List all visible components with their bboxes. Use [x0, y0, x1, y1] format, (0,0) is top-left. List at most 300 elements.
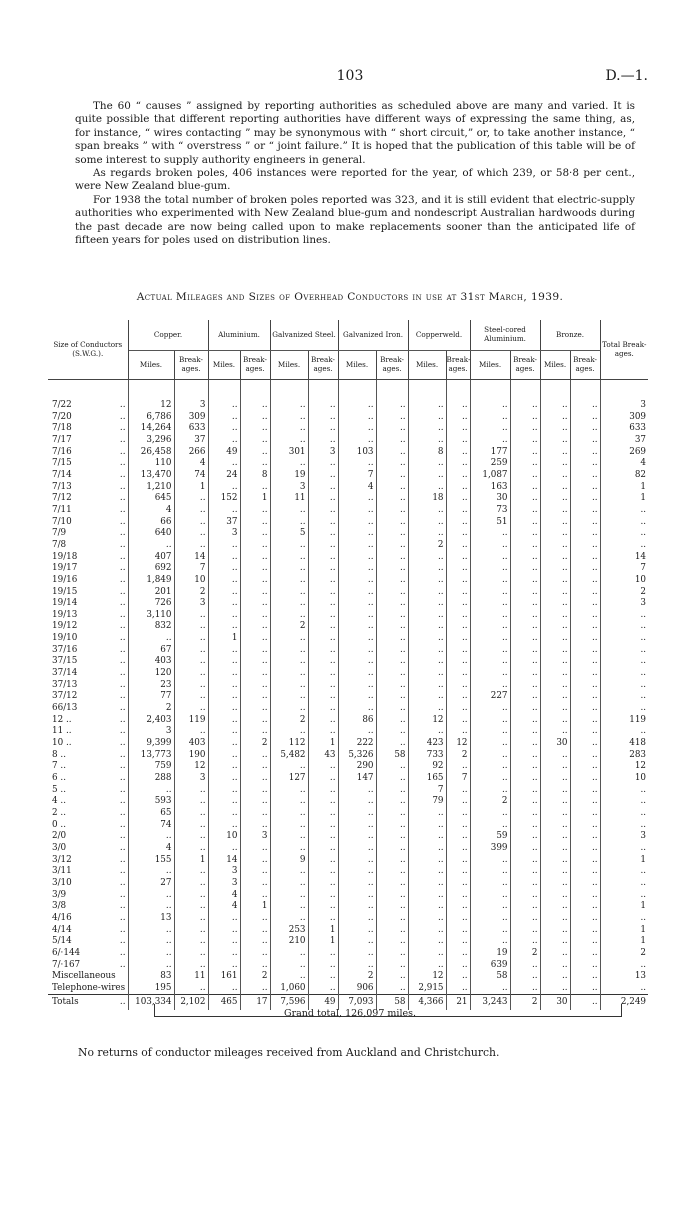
miles-cell: .. [270, 610, 308, 622]
table-row [48, 936, 648, 948]
miles-cell: 13,470 [128, 470, 174, 482]
breakages-cell: .. [510, 633, 540, 645]
breakages-cell: .. [510, 552, 540, 564]
miles-cell: .. [270, 971, 308, 983]
leader-dots: .. [110, 738, 128, 750]
miles-cell: .. [540, 412, 570, 424]
miles-cell: 2 [470, 796, 510, 808]
miles-cell: .. [208, 715, 240, 727]
miles-cell: .. [408, 878, 446, 890]
breakages-cell: .. [510, 447, 540, 459]
miles-cell: .. [540, 901, 570, 913]
breakages-cell: .. [510, 435, 540, 447]
miles-cell: 3,243 [470, 995, 510, 1011]
conductor-size: 12 .. [52, 714, 72, 725]
miles-cell: .. [208, 598, 240, 610]
miles-cell: .. [270, 517, 308, 529]
miles-cell: .. [408, 936, 446, 948]
miles-cell: 30 [540, 995, 570, 1011]
miles-cell: .. [270, 761, 308, 773]
conductor-size: 37/16 [52, 644, 78, 655]
miles-cell: 30 [470, 493, 510, 505]
breakages-cell: .. [240, 435, 270, 447]
leader-dots: .. [110, 633, 128, 645]
leader-dots: .. [110, 703, 128, 715]
miles-cell: 253 [270, 925, 308, 937]
miles-cell: 73 [470, 505, 510, 517]
breakages-cell: .. [376, 470, 408, 482]
miles-cell: .. [540, 552, 570, 564]
breakages-cell: .. [240, 890, 270, 902]
miles-cell: .. [208, 785, 240, 797]
breakages-cell: .. [570, 447, 600, 459]
miles-cell: .. [540, 878, 570, 890]
leader-dots: .. [110, 493, 128, 505]
miles-cell: 13,773 [128, 750, 174, 762]
table-row [48, 656, 648, 668]
breakages-cell: .. [510, 761, 540, 773]
miles-cell: .. [338, 458, 376, 470]
breakages-cell: .. [308, 380, 338, 412]
miles-cell: .. [338, 901, 376, 913]
table-row [48, 447, 648, 459]
conductor-size: 37/12 [52, 691, 78, 702]
miles-cell: .. [540, 808, 570, 820]
breakages-cell: .. [174, 703, 208, 715]
leader-dots: .. [110, 843, 128, 855]
miles-cell: .. [470, 435, 510, 447]
breakages-cell: .. [446, 936, 470, 948]
page-number: 103 [336, 68, 364, 84]
breakages-cell: .. [174, 983, 208, 995]
breakages-cell: .. [376, 668, 408, 680]
miles-cell: .. [338, 691, 376, 703]
total-breakages-cell: 309 [629, 411, 647, 422]
leader-dots: .. [110, 936, 128, 948]
miles-cell: 1,210 [128, 482, 174, 494]
miles-cell: .. [540, 983, 570, 995]
galvanized-steel-header: Galvanized Steel. [270, 320, 338, 351]
breakages-cell: 1 [308, 738, 338, 750]
miles-cell: 9,399 [128, 738, 174, 750]
miles-cell: .. [408, 563, 446, 575]
breakages-cell: .. [446, 971, 470, 983]
miles-cell: .. [408, 948, 446, 960]
miles-cell: 58 [470, 971, 510, 983]
miles-cell: 120 [128, 668, 174, 680]
breakages-cell: .. [308, 656, 338, 668]
conductor-size: 37/15 [52, 656, 78, 667]
breakages-cell: .. [510, 738, 540, 750]
table-row [48, 738, 648, 750]
table-row [48, 925, 648, 937]
breakages-cell: .. [240, 750, 270, 762]
breakages-cell: 3 [174, 773, 208, 785]
breakages-cell: .. [240, 575, 270, 587]
miles-cell: 2,403 [128, 715, 174, 727]
breakages-cell: .. [570, 668, 600, 680]
total-breakages-cell: .. [640, 691, 647, 702]
breakages-cell: .. [240, 785, 270, 797]
miles-cell: 210 [270, 936, 308, 948]
table-row [48, 621, 648, 633]
table-row [48, 773, 648, 785]
miles-cell: .. [270, 656, 308, 668]
conductor-size: 7/22 [52, 400, 72, 410]
miles-cell: .. [540, 633, 570, 645]
miles-cell: .. [408, 901, 446, 913]
total-breakages-cell: .. [640, 842, 647, 853]
breakages-cell: .. [570, 925, 600, 937]
breakages-cell: .. [510, 645, 540, 657]
breakages-cell: 3 [174, 598, 208, 610]
miles-cell: .. [408, 656, 446, 668]
breakages-cell: .. [308, 761, 338, 773]
miles-cell: 14,264 [128, 423, 174, 435]
miles-subheader: Miles. [540, 351, 570, 380]
miles-cell: .. [408, 645, 446, 657]
breakages-cell: .. [376, 645, 408, 657]
miles-cell: .. [208, 458, 240, 470]
breakages-cell: .. [510, 831, 540, 843]
total-breakages-cell: 3 [640, 598, 647, 609]
total-breakages-cell: 10 [634, 574, 647, 585]
grand-total: Grand total, 126,097 miles. [283, 1008, 417, 1019]
miles-cell: 10 [208, 831, 240, 843]
breakages-cell: .. [376, 983, 408, 995]
miles-cell: 13 [128, 913, 174, 925]
breakages-cell: .. [376, 948, 408, 960]
miles-cell: .. [270, 878, 308, 890]
breakages-subheader: Break-ages. [240, 351, 270, 380]
breakages-cell: .. [570, 598, 600, 610]
miles-cell: .. [208, 726, 240, 738]
miles-cell: .. [270, 808, 308, 820]
breakages-cell: .. [240, 528, 270, 540]
total-breakages-cell: 1 [640, 901, 647, 912]
miles-cell: .. [270, 435, 308, 447]
leader-dots: .. [110, 948, 128, 960]
total-breakages-cell: 1 [640, 936, 647, 947]
breakages-cell: .. [510, 587, 540, 599]
breakages-cell: .. [510, 656, 540, 668]
breakages-subheader: Break-ages. [570, 351, 600, 380]
breakages-cell: .. [376, 726, 408, 738]
miles-cell: .. [338, 820, 376, 832]
table-row [48, 528, 648, 540]
total-breakages-cell: .. [640, 528, 647, 539]
miles-cell: .. [470, 610, 510, 622]
total-breakages-cell: 119 [629, 714, 647, 725]
breakages-cell: .. [308, 575, 338, 587]
miles-cell: 27 [128, 878, 174, 890]
breakages-cell: .. [308, 843, 338, 855]
total-breakages-cell: .. [640, 726, 647, 737]
breakages-cell: .. [376, 528, 408, 540]
breakages-cell: 2 [510, 995, 540, 1011]
breakages-cell: .. [570, 785, 600, 797]
table-row [48, 726, 648, 738]
miles-cell: .. [540, 447, 570, 459]
breakages-cell: .. [240, 726, 270, 738]
breakages-cell: .. [174, 820, 208, 832]
miles-cell: .. [540, 936, 570, 948]
miles-cell: .. [208, 621, 240, 633]
conductor-size: 3/11 [52, 866, 72, 877]
breakages-cell: .. [240, 983, 270, 995]
breakages-cell: .. [446, 761, 470, 773]
miles-cell: .. [540, 505, 570, 517]
breakages-cell: .. [446, 831, 470, 843]
total-breakages-cell: 269 [629, 446, 647, 457]
miles-cell: 832 [128, 621, 174, 633]
total-breakages-cell: 12 [634, 761, 647, 772]
breakages-cell: 1 [308, 936, 338, 948]
breakages-cell: .. [308, 587, 338, 599]
breakages-cell: .. [446, 493, 470, 505]
miles-cell: .. [270, 691, 308, 703]
breakages-cell: .. [446, 610, 470, 622]
table-row [48, 750, 648, 762]
breakages-cell: .. [376, 493, 408, 505]
breakages-subheader: Break-ages. [510, 351, 540, 380]
miles-cell: .. [338, 925, 376, 937]
miles-cell: .. [270, 552, 308, 564]
breakages-cell: .. [446, 517, 470, 529]
miles-cell: .. [338, 610, 376, 622]
breakages-cell: .. [570, 645, 600, 657]
miles-cell: 147 [338, 773, 376, 785]
miles-cell: .. [470, 703, 510, 715]
miles-cell: .. [270, 598, 308, 610]
miles-cell: 103,334 [128, 995, 174, 1011]
breakages-cell: .. [510, 680, 540, 692]
miles-cell: 66 [128, 517, 174, 529]
miles-cell: .. [540, 540, 570, 552]
total-breakages-cell: 2,249 [600, 995, 648, 1011]
miles-cell: .. [338, 960, 376, 972]
breakages-cell: .. [376, 925, 408, 937]
breakages-cell: .. [308, 878, 338, 890]
miles-cell: 403 [128, 656, 174, 668]
breakages-cell: .. [240, 855, 270, 867]
breakages-cell: .. [240, 866, 270, 878]
miles-cell: .. [270, 785, 308, 797]
breakages-cell: .. [510, 913, 540, 925]
miles-cell: .. [470, 913, 510, 925]
breakages-cell: 1 [240, 901, 270, 913]
miles-cell: .. [270, 380, 308, 412]
table-row [48, 575, 648, 587]
miles-cell: .. [470, 936, 510, 948]
leader-dots: .. [110, 447, 128, 459]
breakages-cell: .. [376, 633, 408, 645]
conductor-size: 7/18 [52, 423, 72, 434]
breakages-cell: .. [446, 598, 470, 610]
breakages-cell: .. [240, 691, 270, 703]
conductor-size: 19/14 [52, 598, 78, 609]
miles-subheader: Miles. [270, 351, 308, 380]
breakages-cell: .. [376, 901, 408, 913]
total-breakages-cell: .. [640, 516, 647, 527]
breakages-cell: .. [240, 610, 270, 622]
miles-cell: 18 [408, 493, 446, 505]
miles-cell: .. [208, 773, 240, 785]
breakages-cell: .. [446, 540, 470, 552]
breakages-cell: .. [446, 983, 470, 995]
miles-cell: .. [270, 575, 308, 587]
breakages-cell: .. [446, 621, 470, 633]
breakages-cell: .. [446, 703, 470, 715]
miles-cell: 12 [408, 971, 446, 983]
table-row [48, 971, 648, 983]
miles-cell: 301 [270, 447, 308, 459]
breakages-cell: 21 [446, 995, 470, 1011]
breakages-cell: .. [240, 715, 270, 727]
miles-cell: .. [270, 412, 308, 424]
miles-cell: .. [470, 750, 510, 762]
leader-dots: .. [110, 726, 128, 738]
miles-cell: .. [338, 598, 376, 610]
miles-cell: .. [338, 726, 376, 738]
total-breakages-cell: .. [640, 982, 647, 993]
miles-cell: 399 [470, 843, 510, 855]
breakages-cell: .. [376, 517, 408, 529]
breakages-cell: .. [510, 380, 540, 412]
breakages-cell: .. [510, 458, 540, 470]
miles-cell: .. [208, 435, 240, 447]
miles-cell: .. [270, 948, 308, 960]
miles-cell: 2 [128, 703, 174, 715]
breakages-cell: .. [376, 785, 408, 797]
total-breakages-cell: 82 [634, 469, 647, 480]
miles-cell: .. [540, 587, 570, 599]
miles-cell: .. [408, 470, 446, 482]
leader-dots: .. [110, 680, 128, 692]
table-row [48, 901, 648, 913]
breakages-cell: .. [510, 703, 540, 715]
breakages-cell: .. [376, 796, 408, 808]
breakages-cell: .. [570, 831, 600, 843]
miles-cell: 19 [270, 470, 308, 482]
miles-cell: 4 [208, 890, 240, 902]
breakages-cell: .. [510, 493, 540, 505]
miles-cell: 24 [208, 470, 240, 482]
table-row [48, 610, 648, 622]
conductor-size: 37/14 [52, 668, 78, 679]
miles-cell: .. [540, 645, 570, 657]
miles-cell: .. [208, 482, 240, 494]
breakages-cell: .. [570, 435, 600, 447]
miles-cell: .. [540, 948, 570, 960]
conductor-size: 8 .. [52, 749, 66, 760]
miles-cell: .. [208, 750, 240, 762]
miles-cell: .. [470, 563, 510, 575]
breakages-cell: 12 [446, 738, 470, 750]
total-breakages-cell: .. [640, 609, 647, 620]
conductor-size: 19/17 [52, 563, 78, 574]
miles-cell: 3 [128, 726, 174, 738]
breakages-cell: .. [174, 668, 208, 680]
table-row [48, 412, 648, 424]
miles-cell: .. [408, 820, 446, 832]
breakages-cell: .. [510, 563, 540, 575]
breakages-cell: .. [446, 587, 470, 599]
conductor-size: 7/14 [52, 469, 72, 480]
breakages-cell: 37 [174, 435, 208, 447]
miles-cell: .. [540, 458, 570, 470]
breakages-cell: .. [446, 482, 470, 494]
miles-cell: .. [208, 843, 240, 855]
miles-cell: 19 [470, 948, 510, 960]
conductor-size: 4/16 [52, 912, 72, 923]
miles-subheader: Miles. [338, 351, 376, 380]
miles-cell: .. [208, 563, 240, 575]
breakages-cell: .. [240, 761, 270, 773]
breakages-cell: .. [240, 380, 270, 412]
breakages-cell: .. [570, 482, 600, 494]
miles-cell: .. [470, 423, 510, 435]
breakages-cell: .. [510, 575, 540, 587]
miles-cell: .. [338, 855, 376, 867]
miles-cell: .. [270, 645, 308, 657]
miles-cell: .. [408, 458, 446, 470]
miles-cell: .. [338, 540, 376, 552]
table-row [48, 458, 648, 470]
breakages-cell: .. [376, 552, 408, 564]
miles-cell: .. [470, 645, 510, 657]
miles-cell: 127 [270, 773, 308, 785]
miles-cell: .. [470, 575, 510, 587]
miles-cell: .. [408, 913, 446, 925]
breakages-cell: .. [308, 633, 338, 645]
breakages-cell: 43 [308, 750, 338, 762]
miles-cell: .. [338, 668, 376, 680]
miles-cell: 4 [208, 901, 240, 913]
galvanized-iron-header: Galvanized Iron. [338, 320, 408, 351]
miles-cell: .. [338, 680, 376, 692]
miles-cell: .. [408, 960, 446, 972]
conductor-table [48, 320, 648, 1010]
miles-cell: .. [338, 936, 376, 948]
breakages-cell: 119 [174, 715, 208, 727]
paragraph: The 60 “ causes ” assigned by reporting authorities as scheduled above are many and varied. It is quite possible that different reporting authorities have different ways of expressing the same thing, as, for instance, “ wires contacting ” may be synonymous with “ short circuit,” or, to take another instance, “ span breaks ” with “ overstress ” or “ joint failure.” It is hoped that the publication of this table will be of some interest to supply authority engineers in general. [75, 100, 635, 166]
breakages-cell: .. [240, 563, 270, 575]
breakages-cell: .. [570, 773, 600, 785]
breakages-cell: .. [240, 423, 270, 435]
breakages-cell: .. [308, 563, 338, 575]
miles-cell: 11 [270, 493, 308, 505]
breakages-cell: .. [376, 820, 408, 832]
breakages-cell: .. [570, 796, 600, 808]
breakages-cell: .. [510, 866, 540, 878]
breakages-cell: .. [376, 540, 408, 552]
breakages-cell: .. [240, 703, 270, 715]
breakages-cell: .. [570, 726, 600, 738]
breakages-subheader: Break-ages. [308, 351, 338, 380]
leader-dots: .. [110, 482, 128, 494]
miles-cell: .. [270, 540, 308, 552]
miles-cell: 726 [128, 598, 174, 610]
copperweld-header: Copperweld. [408, 320, 470, 351]
miles-cell: .. [408, 505, 446, 517]
breakages-cell: .. [446, 855, 470, 867]
breakages-cell: 1 [308, 925, 338, 937]
breakages-cell: .. [240, 656, 270, 668]
breakages-cell: .. [308, 948, 338, 960]
miles-cell: 49 [208, 447, 240, 459]
paragraph: As regards broken poles, 406 instances were reported for the year, of which 239, or 58·8 per cent., were New Zealand blue-gum. [75, 167, 635, 193]
